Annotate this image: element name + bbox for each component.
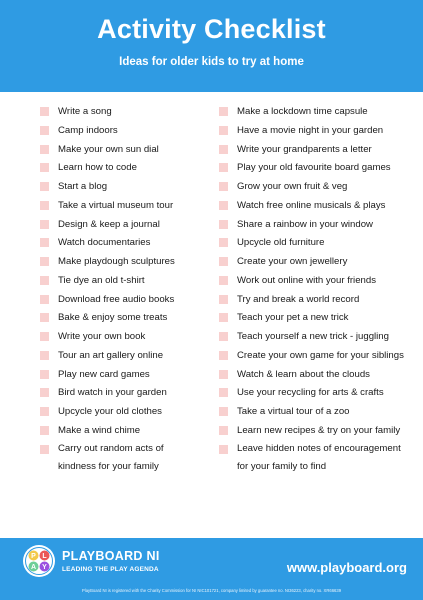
checklist-item[interactable] bbox=[219, 255, 423, 274]
checklist-item-label: Camp indoors bbox=[58, 124, 118, 136]
checklist-item[interactable] bbox=[40, 255, 220, 274]
checklist-item-label: Learn how to code bbox=[58, 162, 137, 174]
checkbox[interactable] bbox=[40, 201, 49, 210]
checklist-item[interactable] bbox=[40, 386, 220, 405]
checklist-item-label: Play your old favourite board games bbox=[237, 162, 391, 174]
checklist-item[interactable] bbox=[40, 330, 220, 349]
checkbox[interactable] bbox=[219, 182, 228, 191]
checklist-item[interactable] bbox=[219, 180, 423, 199]
checklist-item-label: Share a rainbow in your window bbox=[237, 218, 373, 230]
logo-letter: P bbox=[31, 553, 36, 560]
footer-banner bbox=[0, 538, 423, 600]
checklist-item[interactable] bbox=[40, 349, 220, 368]
checkbox[interactable] bbox=[219, 295, 228, 304]
checkbox[interactable] bbox=[219, 126, 228, 135]
header-banner bbox=[0, 0, 423, 92]
playboard-logo-icon bbox=[22, 544, 56, 578]
checklist-item[interactable] bbox=[40, 218, 220, 237]
checklist-item-label: Watch documentaries bbox=[58, 237, 151, 249]
checklist-item[interactable] bbox=[219, 293, 423, 312]
checkbox[interactable] bbox=[219, 145, 228, 154]
checkbox[interactable] bbox=[40, 182, 49, 191]
website-link[interactable]: www.playboard.org bbox=[286, 560, 407, 575]
checklist-item[interactable] bbox=[219, 161, 423, 180]
checkbox[interactable] bbox=[40, 426, 49, 435]
checklist-item-label: Make a wind chime bbox=[58, 424, 141, 436]
checklist-item-label: Bird watch in your garden bbox=[58, 387, 167, 399]
checklist-item-label: Write a song bbox=[58, 106, 112, 117]
checklist-item[interactable] bbox=[40, 124, 220, 143]
checklist-left-column bbox=[40, 105, 220, 477]
checkbox[interactable] bbox=[219, 332, 228, 341]
checklist-item[interactable] bbox=[219, 218, 423, 237]
checkbox[interactable] bbox=[219, 426, 228, 435]
checkbox[interactable] bbox=[40, 276, 49, 285]
checkbox[interactable] bbox=[40, 295, 49, 304]
checklist-item-label: Upcycle your old clothes bbox=[58, 406, 162, 417]
checklist-item-label: Make playdough sculptures bbox=[58, 256, 175, 267]
checklist-item-label: Tie dye an old t-shirt bbox=[58, 274, 145, 286]
logo-letter: Y bbox=[42, 564, 47, 571]
checklist-item-label: Upcycle old furniture bbox=[237, 237, 325, 249]
checkbox[interactable] bbox=[219, 351, 228, 360]
page-title: Activity Checklist bbox=[97, 14, 326, 44]
checkbox[interactable] bbox=[40, 220, 49, 229]
checklist-item-label: Download free audio books bbox=[58, 293, 175, 305]
checkbox[interactable] bbox=[219, 238, 228, 247]
checkbox[interactable] bbox=[40, 351, 49, 360]
checklist-item-label: Learn new recipes & try on your family bbox=[237, 424, 401, 436]
checkbox[interactable] bbox=[219, 388, 228, 397]
checklist-item-label: Create your own jewellery bbox=[237, 256, 348, 267]
checklist-item-label: Carry out random acts of kindness for your family bbox=[58, 442, 164, 472]
checkbox[interactable] bbox=[40, 126, 49, 135]
checkbox[interactable] bbox=[219, 370, 228, 379]
checklist-item-label: Make a lockdown time capsule bbox=[237, 106, 368, 117]
checklist-item-label: Take a virtual tour of a zoo bbox=[237, 406, 350, 417]
checkbox[interactable] bbox=[40, 370, 49, 379]
checklist-item[interactable] bbox=[40, 274, 220, 293]
checklist-item-label: Watch free online musicals & plays bbox=[237, 199, 386, 211]
checklist-item-label: Tour an art gallery online bbox=[58, 349, 164, 361]
checklist-item-label: Write your own book bbox=[58, 331, 146, 342]
checklist-item[interactable] bbox=[40, 180, 220, 199]
checklist-item[interactable] bbox=[40, 405, 220, 424]
checklist-item[interactable] bbox=[219, 143, 423, 162]
checkbox[interactable] bbox=[40, 332, 49, 341]
org-name: PLAYBOARD NI bbox=[62, 549, 160, 563]
checklist-item[interactable] bbox=[40, 368, 220, 387]
checklist-item-label: Leave hidden notes of encouragement for your family to find bbox=[237, 442, 401, 472]
checklist-item[interactable] bbox=[40, 143, 220, 162]
checkbox[interactable] bbox=[219, 163, 228, 172]
checklist-item-label: Bake & enjoy some treats bbox=[58, 312, 168, 324]
checkbox[interactable] bbox=[219, 220, 228, 229]
checkbox[interactable] bbox=[40, 445, 49, 454]
checkbox[interactable] bbox=[219, 407, 228, 416]
checklist-item-label: Write your grandparents a letter bbox=[237, 143, 372, 155]
checklist-item-label: Design & keep a journal bbox=[58, 218, 160, 230]
checklist-item[interactable] bbox=[219, 274, 423, 293]
checklist-item[interactable] bbox=[40, 443, 200, 477]
checklist-item[interactable] bbox=[219, 405, 423, 424]
checklist-item[interactable] bbox=[40, 105, 220, 124]
checklist-item[interactable] bbox=[219, 105, 423, 124]
checklist-item[interactable] bbox=[40, 236, 220, 255]
checklist-item-label: Work out online with your friends bbox=[237, 274, 376, 286]
checkbox[interactable] bbox=[40, 257, 49, 266]
checkbox[interactable] bbox=[40, 407, 49, 416]
checklist-item[interactable] bbox=[40, 199, 220, 218]
checkbox[interactable] bbox=[40, 163, 49, 172]
checklist-item[interactable] bbox=[219, 368, 423, 387]
checklist-item[interactable] bbox=[219, 199, 423, 218]
checklist-item[interactable] bbox=[219, 330, 423, 349]
checklist-item[interactable] bbox=[40, 311, 220, 330]
page-subtitle: Ideas for older kids to try at home bbox=[119, 56, 304, 68]
checklist-item-label: Teach your pet a new trick bbox=[237, 312, 349, 324]
checkbox[interactable] bbox=[40, 145, 49, 154]
checklist-item-label: Use your recycling for arts & crafts bbox=[237, 387, 384, 399]
checklist-item[interactable] bbox=[219, 386, 423, 405]
logo-letter: L bbox=[42, 553, 47, 560]
checklist-item-label: Watch & learn about the clouds bbox=[237, 368, 370, 380]
logo-letter: A bbox=[30, 564, 37, 571]
checkbox[interactable] bbox=[40, 313, 49, 322]
checklist-item[interactable] bbox=[219, 124, 423, 143]
checklist-item[interactable] bbox=[40, 161, 220, 180]
checklist-item[interactable] bbox=[219, 236, 423, 255]
checklist-item-label: Grow your own fruit & veg bbox=[237, 181, 348, 192]
checklist-item[interactable] bbox=[40, 293, 220, 312]
checklist-right-column bbox=[219, 105, 423, 477]
checklist-item-label: Try and break a world record bbox=[237, 293, 360, 305]
checkbox[interactable] bbox=[219, 107, 228, 116]
checkbox[interactable] bbox=[219, 445, 228, 454]
checklist-item[interactable] bbox=[219, 349, 423, 368]
checklist-item-label: Start a blog bbox=[58, 181, 108, 192]
checklist-item-label: Create your own game for your siblings bbox=[237, 349, 404, 361]
checkbox[interactable] bbox=[219, 257, 228, 266]
checklist-item-label: Play new card games bbox=[58, 368, 150, 380]
checkbox[interactable] bbox=[40, 107, 49, 116]
checklist-item[interactable] bbox=[219, 311, 423, 330]
checklist-item-label: Teach yourself a new trick - juggling bbox=[237, 331, 389, 342]
checkbox[interactable] bbox=[40, 388, 49, 397]
checkbox[interactable] bbox=[40, 238, 49, 247]
checkbox[interactable] bbox=[219, 276, 228, 285]
checklist-item-label: Make your own sun dial bbox=[58, 143, 159, 155]
legal-notice: PlayBoard NI is registered with the Charity Commission for NI NIC101721, company limited by guarantee no. NI36223, charity no. XR66639 bbox=[81, 588, 342, 593]
checklist-item-label: Take a virtual museum tour bbox=[58, 199, 174, 211]
checkbox[interactable] bbox=[219, 313, 228, 322]
checklist-item-label: Have a movie night in your garden bbox=[237, 124, 384, 136]
checklist-item[interactable] bbox=[219, 443, 409, 477]
checkbox[interactable] bbox=[219, 201, 228, 210]
org-tagline: LEADING THE PLAY AGENDA bbox=[62, 566, 159, 573]
